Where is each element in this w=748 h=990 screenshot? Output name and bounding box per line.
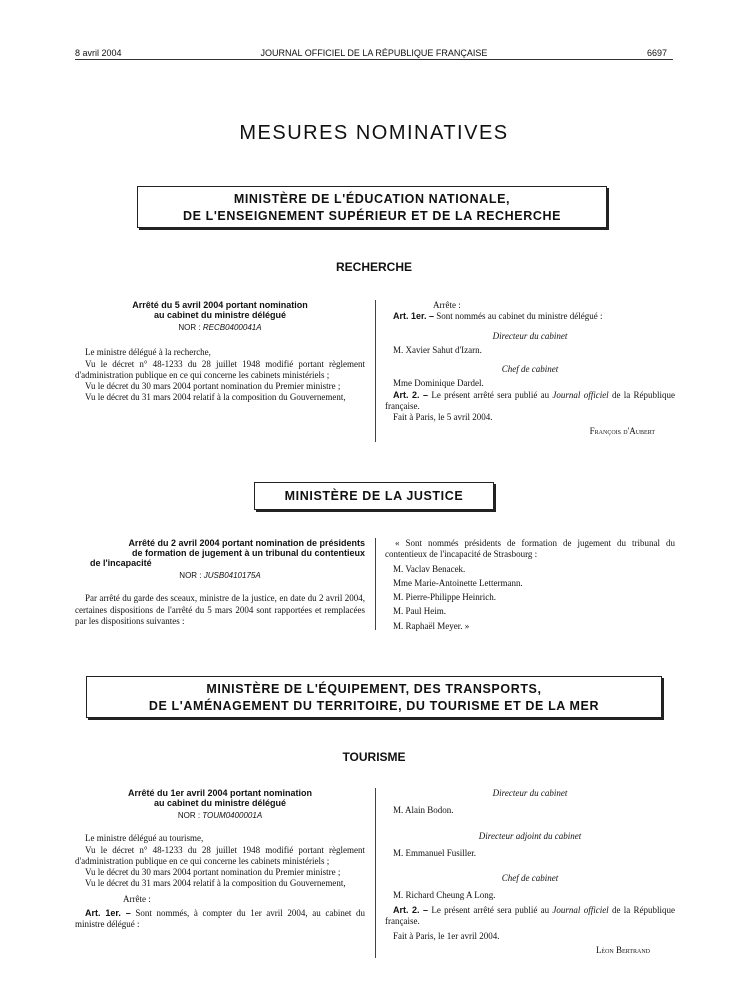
- ministry-equipement-line2: DE L'AMÉNAGEMENT DU TERRITOIRE, DU TOURISME ET DE LA MER: [148, 699, 600, 713]
- paragraph: « Sont nommés présidents de formation de jugement du tribunal du contentieux de l'incapacité de Strasbourg :: [385, 538, 675, 560]
- article-text: Le présent arrêté sera publié au: [428, 904, 553, 915]
- article-text: Le présent arrêté sera publié au: [428, 389, 553, 400]
- arrete-title: [75, 538, 365, 568]
- appointee-name: M. Xavier Sahut d'Izarn.: [393, 344, 482, 355]
- paragraph: Par arrêté du garde des sceaux, ministre de la justice, en date du 2 avril 2004, certaines dispositions de l'arrêté du 5 mars 2004 sont rapportées et remplacées par les dispositions suivantes :: [75, 593, 365, 626]
- arrete-recherche-left: [75, 300, 365, 404]
- nor-line: [75, 810, 365, 821]
- column-divider: [375, 788, 376, 958]
- ministry-justice-box: MINISTÈRE DE LA JUSTICE: [254, 482, 494, 510]
- section-recherche: RECHERCHE: [335, 260, 412, 274]
- arrete-word: Arrête :: [433, 300, 461, 310]
- article-label: Art. 2. –: [393, 389, 429, 400]
- paragraph: Vu le décret n° 48-1233 du 28 juillet 1948 modifié portant règlement d'administration publique en ce qui concerne les cabinets ministériels ;: [75, 844, 365, 866]
- appointee-name: M. Pierre-Philippe Heinrich.: [393, 592, 496, 603]
- header-journal-title: JOURNAL OFFICIEL DE LA RÉPUBLIQUE FRANÇAISE: [260, 48, 488, 58]
- arrete-title-line1: Arrêté du 2 avril 2004 portant nomination de présidents: [128, 538, 365, 548]
- nor-label: NOR :: [177, 811, 203, 820]
- header-page-number: 6697: [647, 48, 668, 58]
- appointee-name: M. Emmanuel Fusiller.: [393, 847, 476, 858]
- arrete-title-line2: au cabinet du ministre délégué: [153, 798, 287, 808]
- signature-date: Fait à Paris, le 1er avril 2004.: [393, 931, 500, 942]
- ministry-equipement-box: [86, 676, 662, 718]
- arrete-tourisme-left: [75, 788, 365, 931]
- article-text: Sont nommés au cabinet du ministre délégué :: [434, 311, 603, 322]
- paragraph: Vu le décret du 30 mars 2004 portant nomination du Premier ministre ;: [85, 381, 341, 392]
- signatory: François d'Aubert: [589, 425, 655, 436]
- role-title: Directeur adjoint du cabinet: [478, 830, 582, 841]
- appointee-name: M. Raphaël Meyer. »: [393, 620, 470, 631]
- ministry-education-box: [137, 186, 607, 228]
- arrete-title-line1: Arrêté du 1er avril 2004 portant nomination: [127, 788, 313, 798]
- role-title: Chef de cabinet: [501, 364, 559, 375]
- article-text: de la République française.: [385, 389, 675, 412]
- journal-officiel-ref: Journal officiel: [552, 389, 609, 400]
- arrete-justice-right: [385, 538, 675, 632]
- article-1: [75, 908, 365, 931]
- role-title: Directeur du cabinet: [492, 788, 568, 798]
- paragraph: Le ministre délégué au tourisme,: [85, 833, 204, 844]
- column-divider: [375, 300, 376, 442]
- arrete-title-line2: de formation de jugement à un tribunal du contentieux: [131, 548, 365, 558]
- nor-code: TOUM0400001A: [202, 811, 263, 820]
- paragraph: Vu le décret du 30 mars 2004 portant nomination du Premier ministre ;: [85, 867, 341, 878]
- arrete-title-line1: Arrêté du 5 avril 2004 portant nomination: [132, 300, 308, 310]
- ministry-education-line2: DE L'ENSEIGNEMENT SUPÉRIEUR ET DE LA RECHERCHE: [182, 209, 562, 223]
- article-label: Art. 1er. –: [393, 311, 435, 322]
- appointee-name: M. Paul Heim.: [393, 606, 446, 617]
- ministry-education-line1: MINISTÈRE DE L'ÉDUCATION NATIONALE,: [233, 192, 511, 206]
- appointee-name: M. Alain Bodon.: [393, 805, 454, 816]
- nor-line: [75, 570, 365, 581]
- journal-officiel-ref: Journal officiel: [552, 904, 609, 915]
- arrete-title: [75, 788, 365, 808]
- arrete-word: Arrête :: [123, 893, 151, 904]
- arrete-tourisme-right: [385, 788, 675, 956]
- nor-code: JUSB0410175A: [203, 571, 261, 580]
- paragraph: Vu le décret du 31 mars 2004 relatif à la composition du Gouvernement,: [85, 878, 346, 889]
- article-2: [385, 905, 675, 928]
- header-rule: [75, 59, 673, 60]
- article-label: Art. 2. –: [393, 904, 429, 915]
- article-label: Art. 1er. –: [85, 908, 131, 919]
- appointee-name: M. Richard Cheung A Long.: [393, 890, 496, 901]
- section-tourisme: TOURISME: [342, 750, 406, 764]
- arrete-recherche-right: [385, 300, 675, 437]
- paragraph: Vu le décret n° 48-1233 du 28 juillet 1948 modifié portant règlement d'administration publique en ce qui concerne les cabinets ministériels ;: [75, 358, 365, 380]
- arrete-title-line2: au cabinet du ministre délégué: [153, 310, 287, 320]
- ministry-equipement-line1: MINISTÈRE DE L'ÉQUIPEMENT, DES TRANSPORTS,: [206, 682, 542, 696]
- arrete-justice-left: [75, 538, 365, 627]
- signatory: Léon Bertrand: [595, 944, 650, 955]
- page-title: MESURES NOMINATIVES: [239, 122, 509, 144]
- arrete-title: [75, 300, 365, 320]
- role-title: Chef de cabinet: [501, 873, 559, 884]
- header-date: 8 avril 2004: [75, 48, 122, 58]
- nor-code: RECB0400041A: [202, 323, 262, 332]
- article-text: Sont nommés, à compter du 1er avril 2004, au cabinet du ministre délégué :: [75, 908, 365, 930]
- role-title: Directeur du cabinet: [492, 330, 568, 341]
- paragraph: Vu le décret du 31 mars 2004 relatif à la composition du Gouvernement,: [85, 392, 346, 403]
- nor-line: [75, 322, 365, 333]
- appointee-name: Mme Dominique Dardel.: [393, 378, 484, 389]
- nor-label: NOR :: [178, 323, 203, 332]
- article-text: de la République française.: [385, 904, 675, 927]
- column-divider: [375, 538, 376, 630]
- appointee-name: Mme Marie-Antoinette Lettermann.: [393, 577, 523, 588]
- arrete-title-line3: de l'incapacité: [90, 558, 152, 568]
- article-1: [385, 311, 675, 322]
- article-2: [385, 390, 675, 413]
- paragraph: Le ministre délégué à la recherche,: [85, 347, 211, 358]
- nor-label: NOR :: [179, 571, 204, 580]
- appointee-name: M. Vaclav Benacek.: [393, 563, 466, 574]
- signature-date: Fait à Paris, le 5 avril 2004.: [393, 412, 493, 423]
